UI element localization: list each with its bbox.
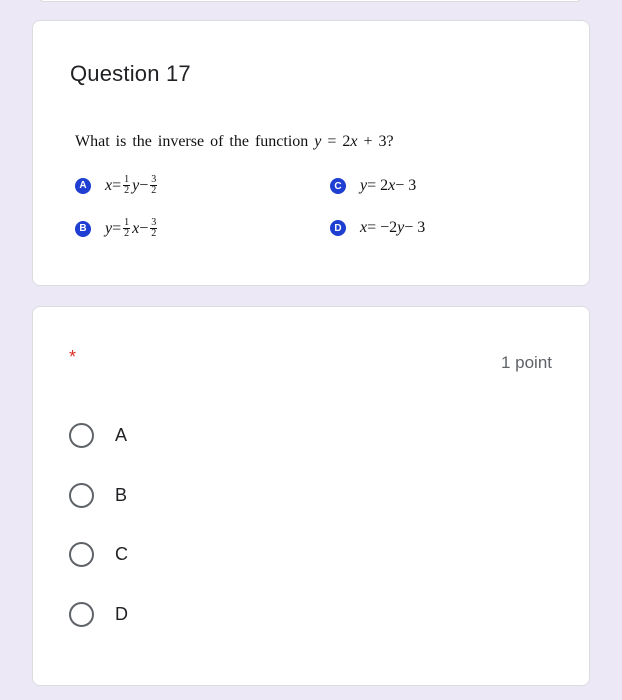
choice-var: x: [132, 219, 140, 237]
fraction-numerator: 3: [151, 217, 157, 228]
choice-var: y: [397, 219, 405, 236]
prompt-var-x: x: [350, 133, 358, 150]
choice-minus: −: [139, 219, 149, 237]
answer-card: [32, 306, 590, 686]
required-asterisk: *: [69, 347, 77, 367]
radio-circle-icon[interactable]: [69, 423, 94, 448]
choice-var: x: [388, 177, 396, 194]
choice-c: [330, 177, 416, 195]
fraction-numerator: 1: [124, 217, 130, 228]
prompt-text: What is the inverse of the function: [75, 133, 315, 150]
choice-rest: − 3: [404, 219, 426, 236]
option-label-c: C: [115, 544, 128, 564]
radio-circle-icon[interactable]: [69, 483, 94, 508]
choice-var: y: [132, 176, 140, 194]
radio-option-c[interactable]: [69, 542, 128, 567]
prompt-text: + 3?: [357, 133, 394, 150]
choice-lhs: x: [105, 176, 113, 194]
fraction: [123, 218, 130, 239]
radio-option-a[interactable]: [69, 423, 127, 448]
fraction: [123, 175, 130, 196]
choice-badge-c: C: [330, 178, 346, 194]
choice-eq: =: [112, 176, 122, 194]
choice-rest: − 3: [395, 177, 417, 194]
choice-b: [75, 218, 159, 239]
fraction: [150, 175, 157, 196]
fraction: [150, 218, 157, 239]
question-prompt: [75, 133, 394, 151]
choice-eq: =: [112, 219, 122, 237]
radio-option-b[interactable]: [69, 483, 127, 508]
option-label-b: B: [115, 485, 128, 505]
radio-option-d[interactable]: [69, 602, 128, 627]
radio-circle-icon[interactable]: [69, 602, 94, 627]
fraction-denominator: 2: [151, 228, 157, 239]
choice-lhs: x: [360, 219, 368, 236]
option-label-d: D: [115, 604, 128, 624]
option-label-a: A: [115, 425, 128, 445]
fraction-numerator: 3: [151, 174, 157, 185]
prompt-var-y: y: [314, 133, 322, 150]
radio-circle-icon[interactable]: [69, 542, 94, 567]
choice-eq: = 2: [367, 177, 389, 194]
fraction-denominator: 2: [151, 185, 157, 196]
choice-badge-b: B: [75, 221, 91, 237]
choice-lhs: y: [360, 177, 368, 194]
choice-d: [330, 219, 425, 237]
choice-a: [75, 175, 159, 196]
fraction-numerator: 1: [124, 174, 130, 185]
points-label: 1 point: [500, 353, 552, 372]
choice-eq: = −2: [367, 219, 398, 236]
choice-lhs: y: [105, 219, 113, 237]
previous-card-edge: [38, 0, 582, 2]
choice-minus: −: [139, 176, 149, 194]
choice-badge-a: A: [75, 178, 91, 194]
question-card: [32, 20, 590, 286]
question-title: Question 17: [70, 61, 191, 86]
prompt-text: = 2: [321, 133, 351, 150]
fraction-denominator: 2: [124, 185, 130, 196]
choice-badge-d: D: [330, 220, 346, 236]
fraction-denominator: 2: [124, 228, 130, 239]
